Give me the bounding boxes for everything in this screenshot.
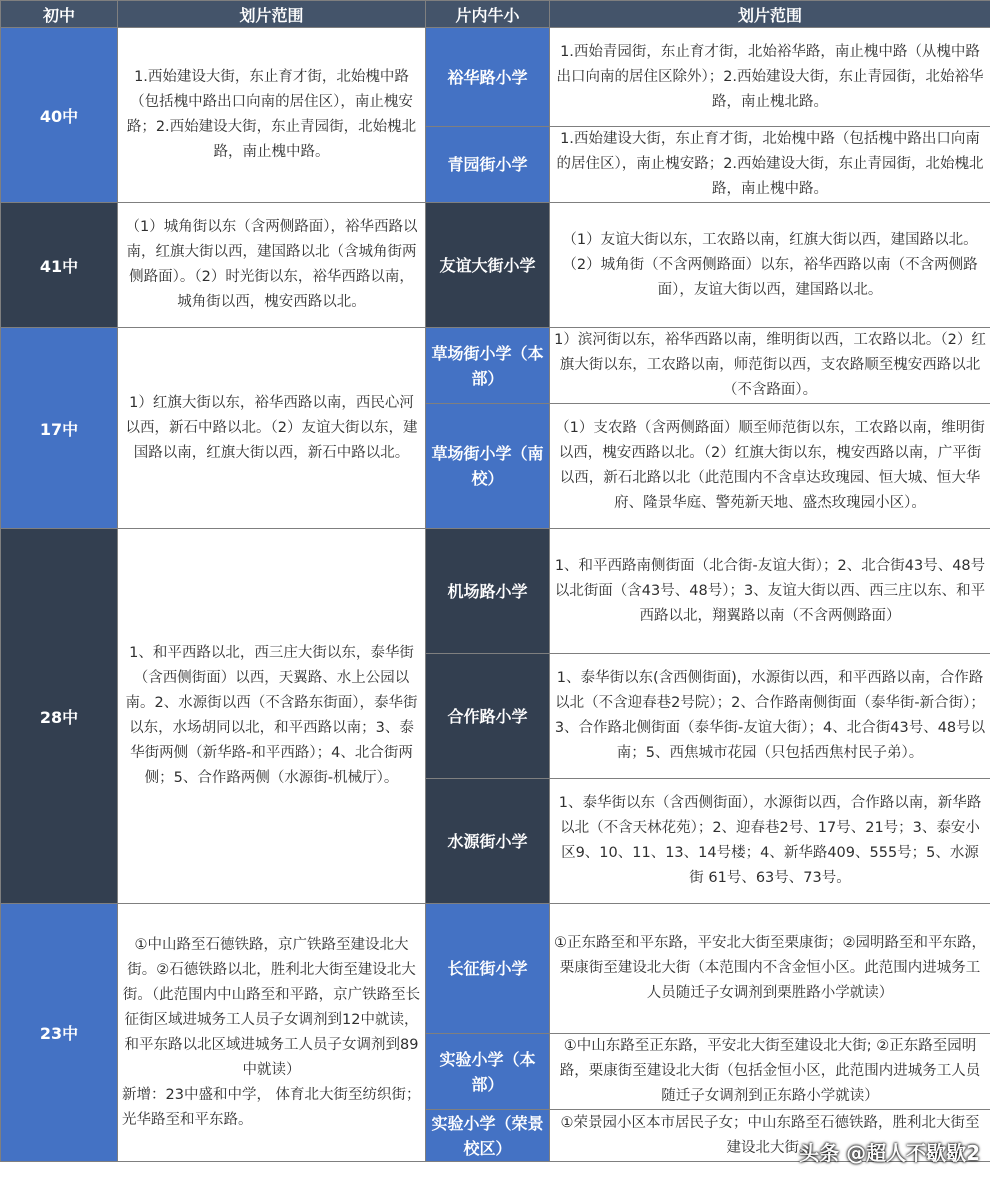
primary-school-cell: 机场路小学 xyxy=(426,529,550,654)
primary-school-cell: 实验小学（本部） xyxy=(426,1034,550,1110)
primary-school-cell: 草场街小学（南校） xyxy=(426,404,550,529)
primary-school-cell: 合作路小学 xyxy=(426,654,550,779)
table-row xyxy=(1,28,990,127)
middle-range-cell: （1）城角街以东（含两侧路面），裕华西路以南，红旗大街以西，建国路以北（含城角街两侧路面）。（2）时光街以东，裕华西路以南，城角街以西，槐安西路以北。 xyxy=(118,203,426,328)
primary-range-cell: ①中山东路至正东路，平安北大街至建设北大街; ②正东路至园明路，栗康街至建设北大街（包括金恒小区，此范围内进城务工人员随迁子女调剂到正东路小学就读） xyxy=(550,1034,990,1110)
header-middle-range: 划片范围 xyxy=(118,1,426,28)
primary-school-cell: 友谊大街小学 xyxy=(426,203,550,328)
middle-range-cell: 1）红旗大街以东，裕华西路以南，西民心河以西，新石中路以北。（2）友谊大街以东，建国路以南，红旗大街以西，新石中路以北。 xyxy=(118,328,426,529)
header-primary-range: 划片范围 xyxy=(550,1,990,28)
primary-range-cell: ①正东路至和平东路，平安北大街至栗康街；②园明路至和平东路，栗康街至建设北大街（本范围内不含金恒小区。此范围内进城务工人员随迁子女调剂到栗胜路小学就读） xyxy=(550,904,990,1034)
primary-range-cell: ①荣景园小区本市居民子女；中山东路至石德铁路，胜利北大街至建设北大街。 xyxy=(550,1110,990,1162)
primary-range-cell: 1.西始建设大街，东止育才街，北始槐中路（包括槐中路出口向南的居住区），南止槐安路；2.西始建设大街，东止青园街，北始槐北路，南止槐中路。 xyxy=(550,127,990,203)
primary-range-cell: 1、和平西路南侧街面（北合街-友谊大街）；2、北合街43号、48号以北街面（含43号、48号）；3、友谊大街以西、西三庄以东、和平西路以北，翔翼路以南（不含两侧路面） xyxy=(550,529,990,654)
middle-range-cell: 1.西始建设大街，东止育才街，北始槐中路（包括槐中路出口向南的居住区），南止槐安路；2.西始建设大街，东止青园街，北始槐北路，南止槐中路。 xyxy=(118,28,426,203)
middle-range-cell: 1、和平西路以北，西三庄大街以东，泰华街（含西侧街面）以西，天翼路、水上公园以南。2、水源街以西（不含路东街面），泰华街以东，水场胡同以北，和平西路以南；3、泰华街两侧（新华路-和平西路）；4、北合街两侧；5、合作路两侧（水源街-机械厅）。 xyxy=(118,529,426,904)
table-row xyxy=(1,328,990,404)
middle-school-cell: 23中 xyxy=(1,904,118,1162)
primary-range-cell: 1、泰华街以东（含西侧街面），水源街以西，合作路以南，新华路以北（不含天林花苑）；2、迎春巷2号、17号、21号；3、泰安小区9、10、11、13、14号楼；4、新华路409、555号；5、水源街 61号、63号、73号。 xyxy=(550,779,990,904)
middle-school-cell: 28中 xyxy=(1,529,118,904)
primary-range-cell: 1.西始青园街，东止育才街，北始裕华路，南止槐中路（从槐中路出口向南的居住区除外）；2.西始建设大街，东止青园街，北始裕华路，南止槐北路。 xyxy=(550,28,990,127)
middle-school-cell: 17中 xyxy=(1,328,118,529)
middle-range-extra: 新增：23中盛和中学， 体育北大街至纺织街；光华路至和平东路。 xyxy=(122,1086,421,1128)
primary-school-cell: 水源街小学 xyxy=(426,779,550,904)
header-middle-school: 初中 xyxy=(1,1,118,28)
primary-range-cell: 1、泰华街以东(含西侧街面)，水源街以西，和平西路以南，合作路以北（不含迎春巷2号院）；2、合作路南侧街面（泰华街-新合街）；3、合作路北侧街面（泰华街-友谊大街）；4、北合街43号、48号以南；5、西焦城市花园（只包括西焦村民子弟）。 xyxy=(550,654,990,779)
primary-school-cell: 长征街小学 xyxy=(426,904,550,1034)
middle-range-cell xyxy=(118,904,426,1162)
primary-school-cell: 裕华路小学 xyxy=(426,28,550,127)
watermark: 头条 @超人不歇歇2 xyxy=(799,1141,980,1165)
primary-school-cell: 草场街小学（本部） xyxy=(426,328,550,404)
middle-school-cell: 40中 xyxy=(1,28,118,203)
header-primary-school: 片内牛小 xyxy=(426,1,550,28)
middle-school-cell: 41中 xyxy=(1,203,118,328)
header-row xyxy=(1,1,990,28)
primary-range-cell: （1）支农路（含两侧路面）顺至师范街以东，工农路以南，维明街以西，槐安西路以北。（2）红旗大街以东，槐安西路以南，广平街以西，新石北路以北（此范围内不含卓达玫瑰园、恒大城、恒大华府、隆景华庭、警苑新天地、盛杰玫瑰园小区）。 xyxy=(550,404,990,529)
primary-school-cell: 青园街小学 xyxy=(426,127,550,203)
primary-range-cell: （1）友谊大街以东，工农路以南，红旗大街以西，建国路以北。（2）城角街（不含两侧路面）以东，裕华西路以南（不含两侧路面），友谊大街以西，建国路以北。 xyxy=(550,203,990,328)
table-row xyxy=(1,904,990,1034)
primary-range-cell: 1）滨河街以东，裕华西路以南，维明街以西，工农路以北。（2）红旗大街以东，工农路以南，师范街以西，支农路顺至槐安西路以北（不含路面）。 xyxy=(550,328,990,404)
middle-range-text: ①中山路至石德铁路，京广铁路至建设北大街。②石德铁路以北，胜利北大街至建设北大街。（此范围内中山路至和平路，京广铁路至长征街区域进城务工人员子女调剂到12中就读，和平东路以北区域进城务工人员子女调剂到89中就读） xyxy=(122,936,421,1078)
table-row xyxy=(1,529,990,654)
table-row xyxy=(1,203,990,328)
primary-school-cell: 实验小学（荣景校区） xyxy=(426,1110,550,1162)
